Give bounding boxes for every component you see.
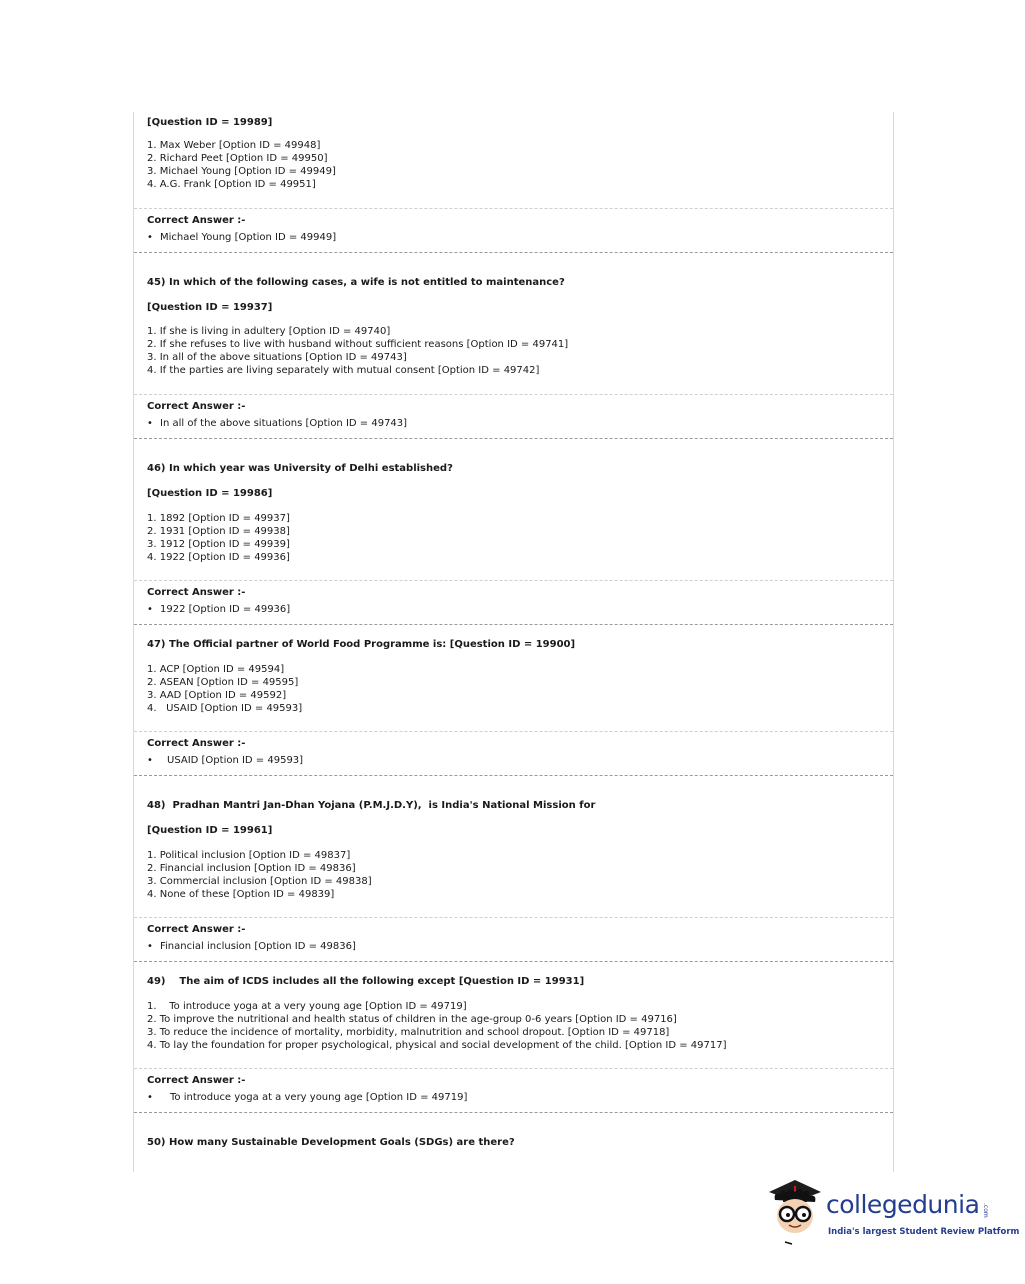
bullet-icon: • (147, 1092, 153, 1103)
option: 4. A.G. Frank [Option ID = 49951] (147, 179, 316, 190)
divider (134, 580, 893, 581)
option: 4. None of these [Option ID = 49839] (147, 889, 335, 900)
option: 3. To reduce the incidence of mortality, morbidity, malnutrition and school dropout. [Option ID = 49718] (147, 1027, 670, 1038)
options-list (147, 325, 568, 377)
option: 2. 1931 [Option ID = 49938] (147, 526, 290, 537)
correct-answer: 1922 [Option ID = 49936] (160, 604, 291, 615)
correct-answer-label: Correct Answer :- (147, 924, 246, 935)
question-text: 46) In which year was University of Delhi established? (147, 463, 453, 474)
correct-answer: To introduce yoga at a very young age [Option ID = 49719] (170, 1092, 468, 1103)
bullet-icon: • (147, 755, 153, 766)
divider (134, 208, 893, 209)
option: 3. Commercial inclusion [Option ID = 49838] (147, 876, 372, 887)
option: 2. To improve the nutritional and health status of children in the age-group 0-6 years [Option ID = 49716] (147, 1014, 677, 1025)
divider (134, 1068, 893, 1069)
option: 1. ACP [Option ID = 49594] (147, 664, 285, 675)
question-text: 49) The aim of ICDS includes all the following except [Question ID = 19931] (147, 976, 585, 987)
correct-answer: USAID [Option ID = 49593] (167, 755, 304, 766)
question-text: 48) Pradhan Mantri Jan-Dhan Yojana (P.M.J.D.Y), is India's National Mission for (147, 800, 596, 811)
question-id: [Question ID = 19986] (147, 488, 273, 499)
question-separator (134, 624, 893, 625)
option: 1. 1892 [Option ID = 49937] (147, 513, 290, 524)
option: 4. If the parties are living separately with mutual consent [Option ID = 49742] (147, 365, 540, 376)
question-id: [Question ID = 19961] (147, 825, 273, 836)
option: 4. 1922 [Option ID = 49936] (147, 552, 290, 563)
option: 3. AAD [Option ID = 49592] (147, 690, 287, 701)
correct-answer-label: Correct Answer :- (147, 1075, 246, 1086)
option: 2. Financial inclusion [Option ID = 49836] (147, 863, 356, 874)
option: 2. ASEAN [Option ID = 49595] (147, 677, 299, 688)
question-separator (134, 1112, 893, 1113)
bullet-icon: • (147, 941, 153, 952)
options-list (147, 663, 302, 715)
question-text: 47) The Official partner of World Food Programme is: [Question ID = 19900] (147, 639, 576, 650)
correct-answer: Financial inclusion [Option ID = 49836] (160, 941, 356, 952)
options-list (147, 1000, 727, 1052)
divider (134, 917, 893, 918)
options-list (147, 139, 336, 191)
option: 2. If she refuses to live with husband without sufficient reasons [Option ID = 49741] (147, 339, 569, 350)
question-id: [Question ID = 19937] (147, 302, 273, 313)
option: 3. In all of the above situations [Option ID = 49743] (147, 352, 407, 363)
brand-tagline: India's largest Student Review Platform (828, 1227, 1020, 1237)
question-id: [Question ID = 19989] (147, 117, 273, 128)
correct-answer-label: Correct Answer :- (147, 738, 246, 749)
bullet-icon: • (147, 418, 153, 429)
question-text: 45) In which of the following cases, a wife is not entitled to maintenance? (147, 277, 565, 288)
option: 3. 1912 [Option ID = 49939] (147, 539, 290, 550)
brand-name: collegedunia (826, 1190, 980, 1219)
correct-answer: In all of the above situations [Option ID = 49743] (160, 418, 408, 429)
option: 1. Max Weber [Option ID = 49948] (147, 140, 321, 151)
bullet-icon: • (147, 604, 153, 615)
correct-answer: Michael Young [Option ID = 49949] (160, 232, 337, 243)
question-separator (134, 438, 893, 439)
divider (134, 394, 893, 395)
question-separator (134, 775, 893, 776)
correct-answer-label: Correct Answer :- (147, 401, 246, 412)
brand-suffix: .com (982, 1203, 989, 1218)
question-separator (134, 961, 893, 962)
options-list (147, 849, 372, 901)
option: 1. If she is living in adultery [Option ID = 49740] (147, 326, 391, 337)
bullet-icon: • (147, 232, 153, 243)
divider (134, 731, 893, 732)
option: 1. To introduce yoga at a very young age [Option ID = 49719] (147, 1001, 467, 1012)
option: 3. Michael Young [Option ID = 49949] (147, 166, 336, 177)
correct-answer-label: Correct Answer :- (147, 215, 246, 226)
option: 4. USAID [Option ID = 49593] (147, 703, 303, 714)
option: 4. To lay the foundation for proper psychological, physical and social development of the child. [Option ID = 49717] (147, 1040, 727, 1051)
options-list (147, 512, 290, 564)
question-separator (134, 252, 893, 253)
option: 1. Political inclusion [Option ID = 49837] (147, 850, 351, 861)
question-text: 50) How many Sustainable Development Goals (SDGs) are there? (147, 1137, 515, 1148)
option: 2. Richard Peet [Option ID = 49950] (147, 153, 328, 164)
question-paper-sheet (133, 112, 894, 1172)
correct-answer-label: Correct Answer :- (147, 587, 246, 598)
